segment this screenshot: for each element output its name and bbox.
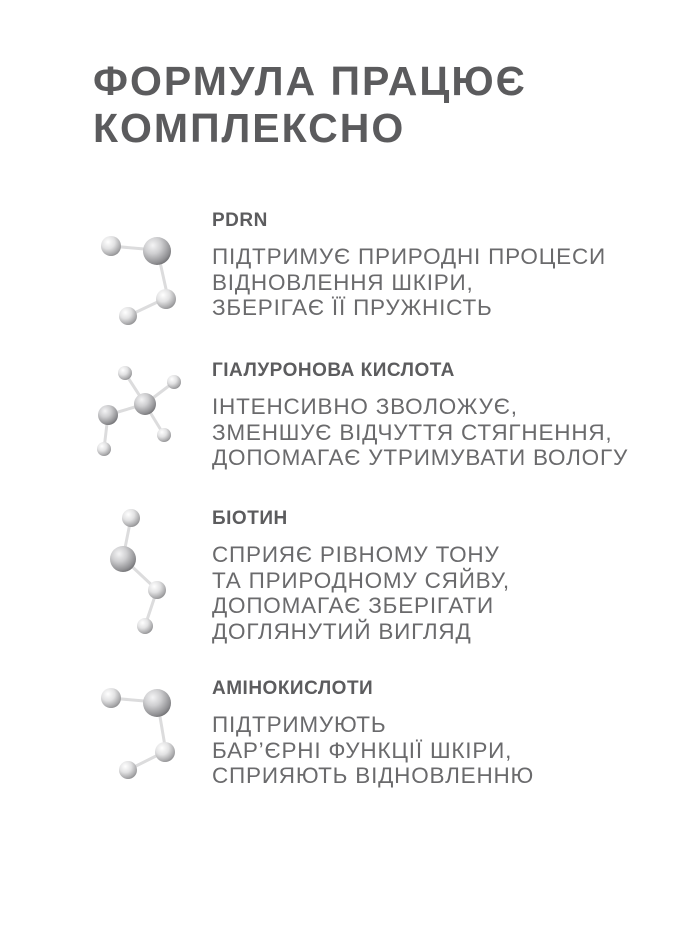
ingredient-description: СПРИЯЄ РІВНОМУ ТОНУ ТА ПРИРОДНОМУ СЯЙВУ, ДОПОМАГАЄ ЗБЕРІГАТИ ДОГЛЯНУТИЙ ВИГЛЯД bbox=[212, 542, 510, 644]
molecule-icon bbox=[98, 686, 188, 801]
ingredient-description: ПІДТРИМУЮТЬ БАР’ЄРНІ ФУНКЦІЇ ШКІРИ, СПРИЯЮТЬ ВІДНОВЛЕННЮ bbox=[212, 712, 535, 788]
ingredient-title: БІОТИН bbox=[212, 508, 288, 529]
ingredient-title: ГІАЛУРОНОВА КИСЛОТА bbox=[212, 360, 455, 381]
ingredient-text bbox=[212, 508, 510, 644]
page-title bbox=[93, 58, 527, 152]
title-line-2: КОМПЛЕКСНО bbox=[93, 105, 406, 151]
ingredient-title: PDRN bbox=[212, 210, 268, 231]
ingredient-description: ІНТЕНСИВНО ЗВОЛОЖУЄ, ЗМЕНШУЄ ВІДЧУТТЯ СТЯГНЕННЯ, ДОПОМАГАЄ УТРИМУВАТИ ВОЛОГУ bbox=[212, 394, 629, 470]
ingredient-text bbox=[212, 360, 628, 471]
ingredient-text bbox=[212, 210, 606, 321]
ingredient-text bbox=[212, 678, 534, 789]
title-line-1: ФОРМУЛА ПРАЦЮЄ bbox=[93, 58, 527, 104]
ingredient-description: ПІДТРИМУЄ ПРИРОДНІ ПРОЦЕСИ ВІДНОВЛЕННЯ ШКІРИ, ЗБЕРІГАЄ ЇЇ ПРУЖНІСТЬ bbox=[212, 244, 606, 320]
molecule-icon bbox=[98, 218, 188, 333]
ingredient-title: АМІНОКИСЛОТИ bbox=[212, 678, 374, 699]
molecule-icon bbox=[92, 360, 187, 460]
molecule-icon bbox=[105, 508, 175, 643]
